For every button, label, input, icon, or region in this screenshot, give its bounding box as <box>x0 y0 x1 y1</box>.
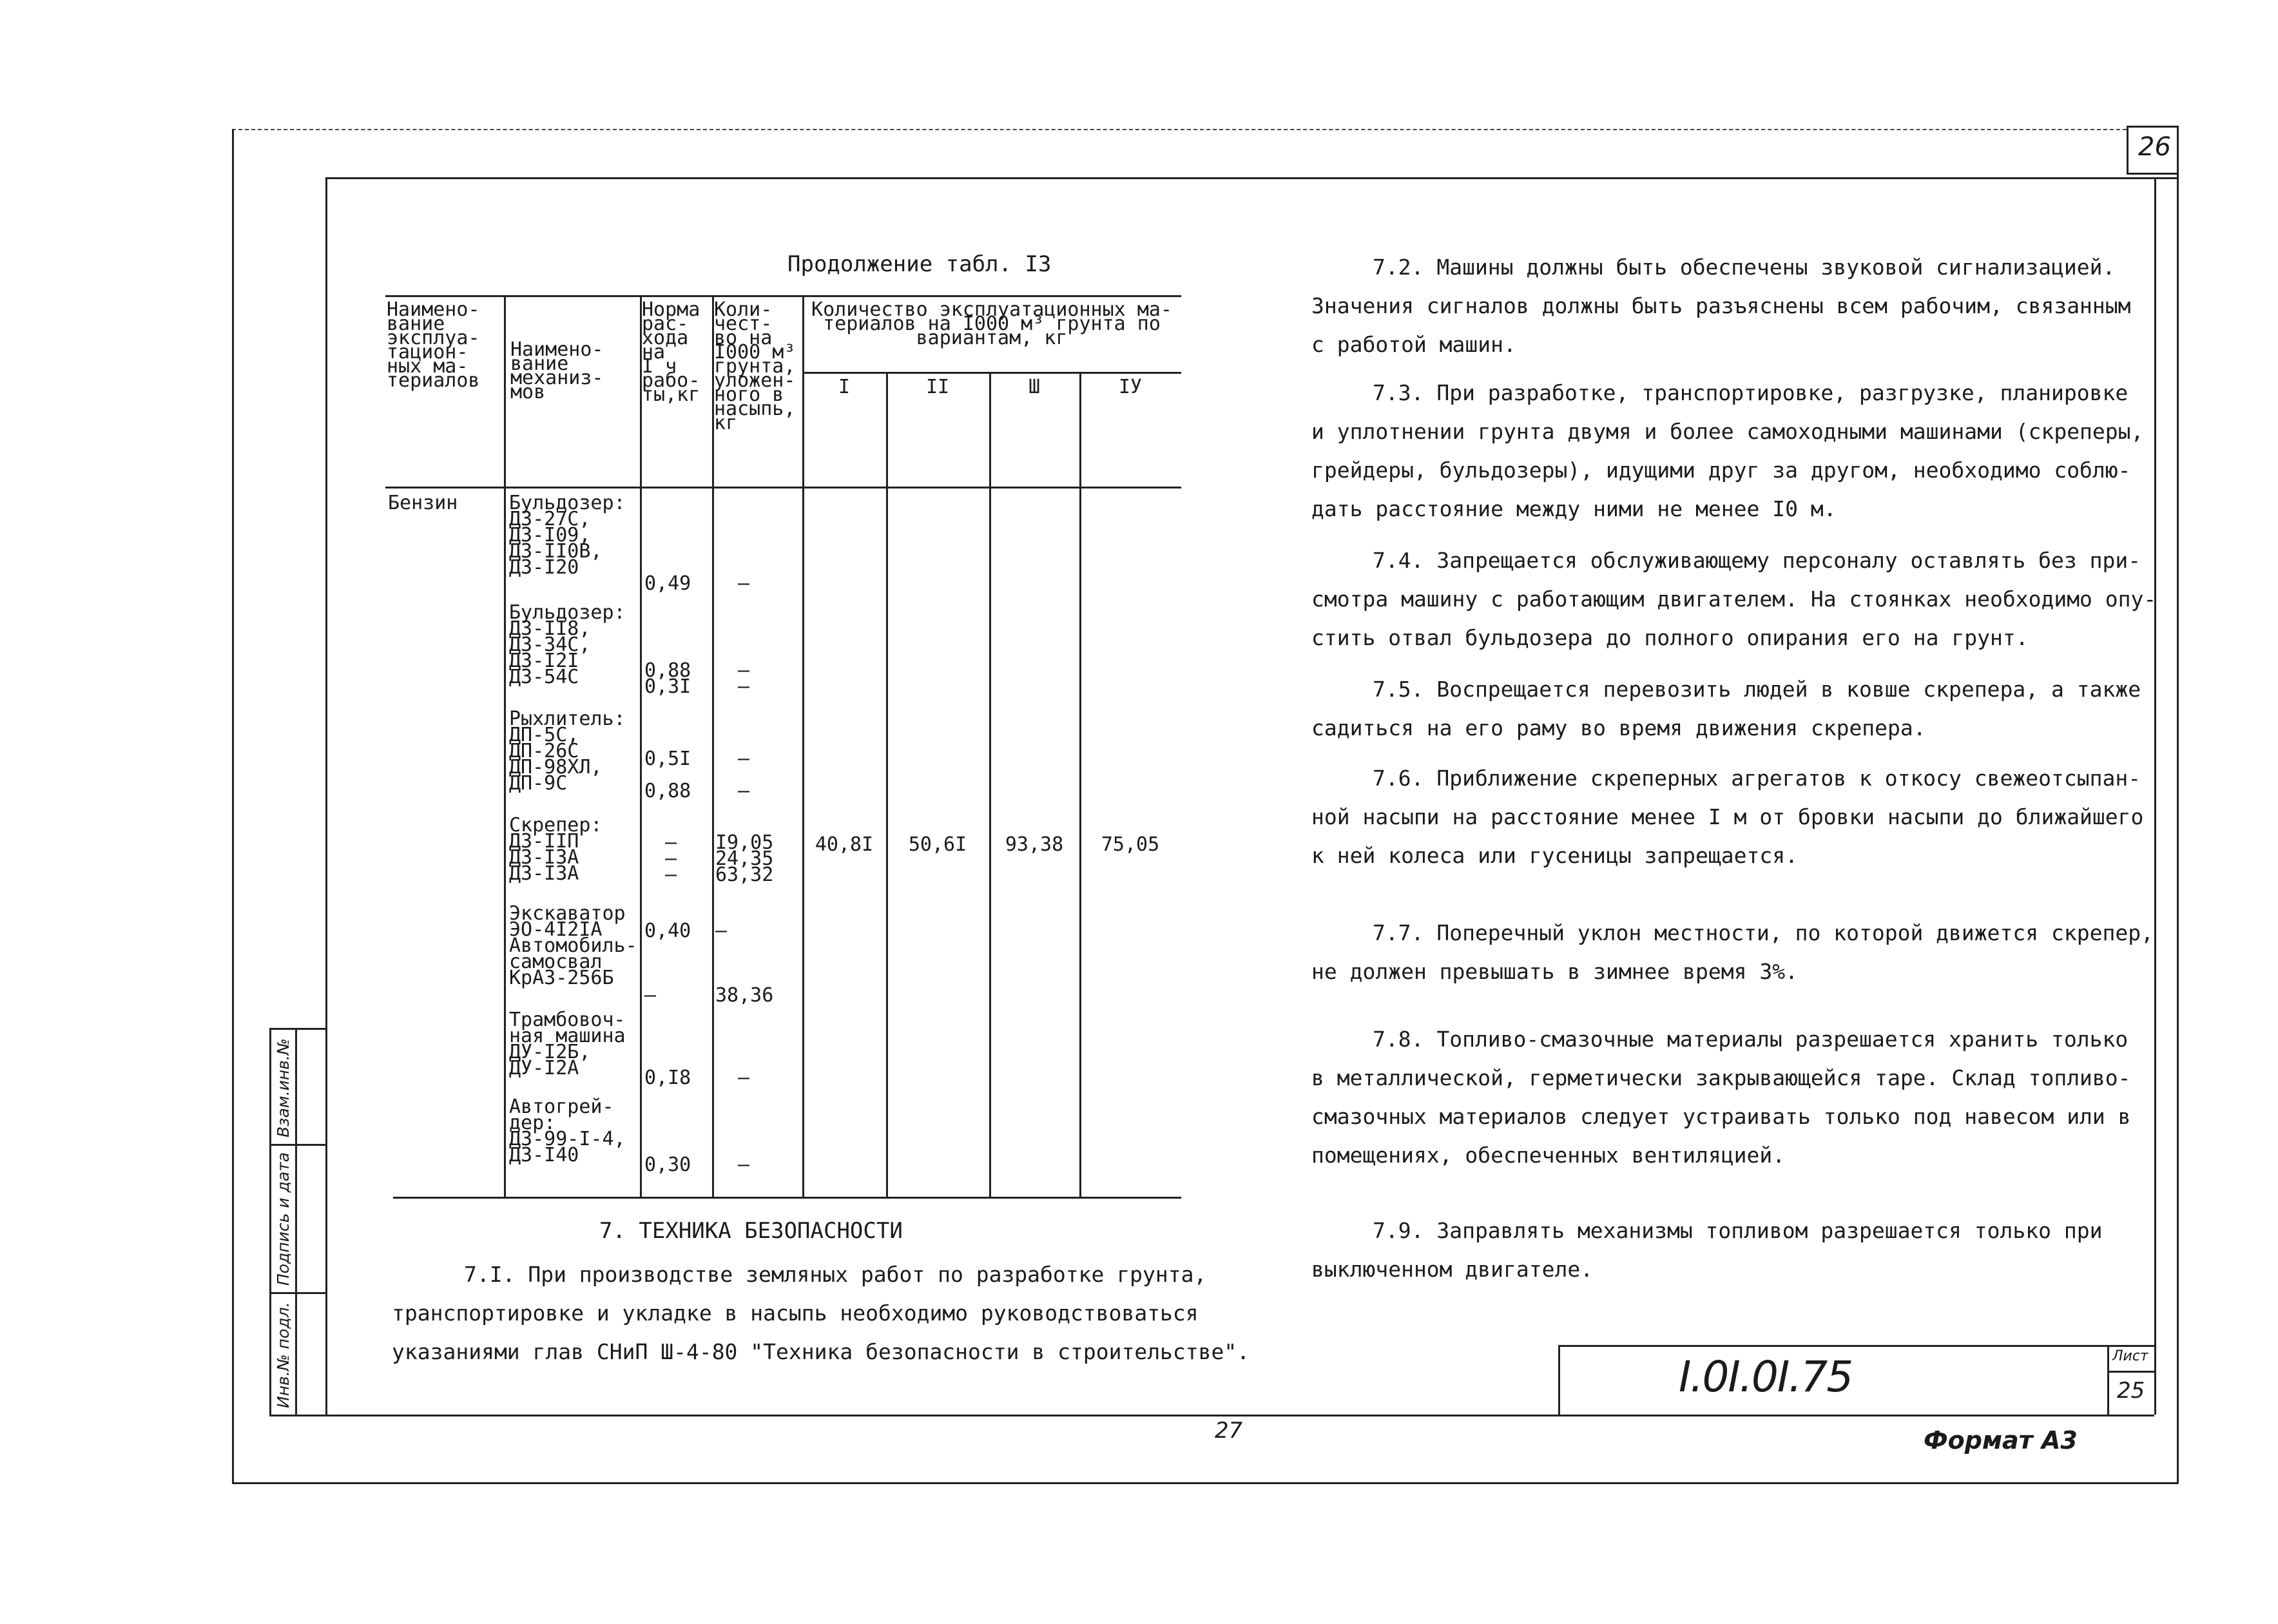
paragraph-line: стить отвал бульдозера до полного опирания его на грунт. <box>1311 625 2029 650</box>
paragraph-line: смазочных материалов следует устраивать только под навесом или в <box>1311 1104 2131 1129</box>
paragraph-line: помещениях, обеспеченных вентиляцией. <box>1311 1143 1786 1168</box>
paragraph-line: в металлической, герметически закрывающейся таре. Склад топливо- <box>1311 1065 2131 1090</box>
table-caption: Продолжение табл. I3 <box>787 251 1052 277</box>
table-variant-line <box>802 372 1181 374</box>
paragraph-line: 7.I. При производстве земляных работ по разработке грунта, <box>464 1262 1207 1287</box>
paragraph-line: не должен превышать в зимнее время 3%. <box>1311 959 1798 984</box>
quantity-value: – – <box>738 748 750 802</box>
paragraph-line: дать расстояние между ними не менее I0 м. <box>1311 496 1837 521</box>
header-mechanism: Наимено- вание механиз- мов <box>510 338 604 403</box>
table-col-line-7 <box>1079 372 1081 1197</box>
variant-value-2: 50,6I <box>908 833 967 856</box>
side-stamp-sep-1 <box>269 1144 325 1146</box>
paragraph-line: 7.9. Заправлять механизмы топливом разрешается только при <box>1373 1218 2103 1243</box>
paragraph-line: 7.6. Приближение скреперных агрегатов к откосу свежеотсыпан- <box>1373 766 2141 791</box>
title-block-divider <box>2107 1345 2109 1415</box>
table-bottom-line <box>393 1197 1181 1199</box>
side-label-inv: Инв.№ подл. <box>274 1302 293 1408</box>
mechanism-group: Бульдозер: ДЗ-II8, ДЗ-34С, ДЗ-I2I ДЗ-54С <box>509 601 626 688</box>
paragraph-line: 7.2. Машины должны быть обеспечены звуковой сигнализацией. <box>1373 255 2116 280</box>
title-block <box>1558 1345 2154 1415</box>
header-material: Наимено- вание эксплуа- тацион- ных ма- териалов <box>387 298 480 392</box>
header-quantity: Коли- чест- во на I000 м³ грунта, уложен- ного в насыпь, кг <box>714 298 796 434</box>
section-title: 7. ТЕХНИКА БЕЗОПАСНОСТИ <box>599 1218 903 1244</box>
table-col-line-1 <box>504 295 506 1197</box>
mechanism-group: Трамбовоч- ная машина ДУ-I2Б, ДУ-I2А <box>509 1009 626 1079</box>
paragraph-line: 7.3. При разработке, транспортировке, разгрузке, планировке <box>1373 380 2128 405</box>
outer-frame-right <box>2177 126 2179 1484</box>
side-label-signature: Подпись и дата <box>274 1152 293 1286</box>
quantity-value: – <box>738 1067 750 1089</box>
outer-frame-bottom <box>232 1482 2178 1484</box>
inner-frame-bottom <box>269 1415 2154 1416</box>
paragraph-line: Значения сигналов должны быть разъяснены всем рабочим, связанным <box>1311 293 2131 318</box>
header-variant-4: IУ <box>1118 376 1143 398</box>
side-stamp-sep-2 <box>269 1292 325 1294</box>
norm-value: 0,5I 0,88 <box>644 748 691 802</box>
mechanism-group: Бульдозер: ДЗ-27С, ДЗ-I09, ДЗ-II0В, ДЗ-I20 <box>509 492 626 579</box>
format-label: Формат А3 <box>1924 1426 2078 1455</box>
norm-value: 0,I8 <box>644 1067 691 1089</box>
variant-value-4: 75,05 <box>1101 833 1160 856</box>
quantity-value: – <box>738 572 750 595</box>
norm-value: 0,30 <box>644 1154 691 1176</box>
mechanism-group: Рыхлитель: ДП-5С, ДП-26С ДП-98ХЛ, ДП-9С <box>509 708 626 795</box>
table-col-line-6 <box>989 372 991 1197</box>
outer-frame-left <box>232 129 234 1482</box>
sheet-number: 25 <box>2117 1378 2145 1404</box>
header-variant-3: Ш <box>1028 376 1041 398</box>
variant-value-1: 40,8I <box>815 833 874 856</box>
paragraph-line: 7.5. Воспрещается перевозить людей в ковше скрепера, а также <box>1373 677 2141 702</box>
material-benzin: Бензин <box>388 492 458 514</box>
paragraph-line: 7.8. Топливо-смазочные материалы разрешается хранить только <box>1373 1027 2128 1052</box>
paragraph-line: и уплотнении грунта двумя и более самоходными машинами (скреперы, <box>1311 419 2144 444</box>
variant-value-3: 93,38 <box>1005 833 1064 856</box>
paragraph-line: 7.4. Запрещается обслуживающему персоналу оставлять без при- <box>1373 548 2141 573</box>
norm-value: 0,40 – <box>644 920 691 1007</box>
table-col-line-2 <box>640 295 642 1197</box>
table-col-line-4 <box>802 295 804 1197</box>
quantity-value: – 38,36 <box>715 920 774 1007</box>
header-norm: Норма рас- хода на I ч рабо- ты,кг <box>642 298 700 406</box>
title-block-sheet-sep <box>2107 1371 2154 1373</box>
paragraph-line: с работой машин. <box>1311 332 1516 357</box>
table-col-line-5 <box>886 372 888 1197</box>
paragraph-line: грейдеры, бульдозеры), идущими друг за другом, необходимо соблю- <box>1311 458 2131 483</box>
paragraph-line: к ней колеса или гусеницы запрещается. <box>1311 843 1798 868</box>
paragraph-line: ной насыпи на расстояние менее I м от бровки насыпи до ближайшего <box>1311 804 2144 829</box>
quantity-value: – – <box>738 659 750 698</box>
side-label-replacement: Взам.инв.№ <box>274 1038 293 1137</box>
paragraph-line: смотра машину с работающим двигателем. На стоянках необходимо опу- <box>1311 586 2157 612</box>
header-variant-group: Количество эксплуатационных ма- териалов на I000 м³ грунта по вариантам, кг <box>811 298 1172 349</box>
quantity-value: I9,05 24,35 63,32 <box>715 831 774 886</box>
mechanism-group: Автогрей- дер: ДЗ-99-I-4, ДЗ-I40 <box>509 1096 626 1166</box>
paragraph-line: садиться на его раму во время движения скрепера. <box>1311 715 1926 740</box>
header-variant-2: II <box>925 376 950 398</box>
paragraph-line: выключенном двигателе. <box>1311 1257 1594 1282</box>
outer-frame-top <box>232 129 2127 130</box>
norm-value: 0,49 <box>644 572 691 595</box>
inner-frame-top <box>325 177 2178 179</box>
quantity-value: – <box>738 1154 750 1176</box>
header-variant-1: I <box>838 376 851 398</box>
mechanism-group: Экскаватор ЭО-4I2IА Автомобиль- самосвал КрАЗ-256Б <box>509 902 637 989</box>
mechanism-group: Скрепер: ДЗ-IIП ДЗ-I3А ДЗ-I3А <box>509 814 603 885</box>
paragraph-line: 7.7. Поперечный уклон местности, по которой движется скрепер, <box>1373 920 2154 945</box>
page-number: 27 <box>1215 1418 1243 1444</box>
paragraph-line: указаниями глав СНиП Ш-4-80 "Техника безопасности в строительстве". <box>392 1339 1250 1364</box>
document-code: I.0I.0I.75 <box>1679 1352 1853 1402</box>
sheet-number-top: 26 <box>2138 132 2171 162</box>
paragraph-line: транспортировке и укладке в насыпь необходимо руководствоваться <box>392 1300 1199 1326</box>
sheet-label: Лист <box>2112 1348 2148 1364</box>
side-stamp-divider <box>295 1028 297 1415</box>
norm-value: – – – <box>665 831 677 886</box>
norm-value: 0,88 0,3I <box>644 659 691 698</box>
